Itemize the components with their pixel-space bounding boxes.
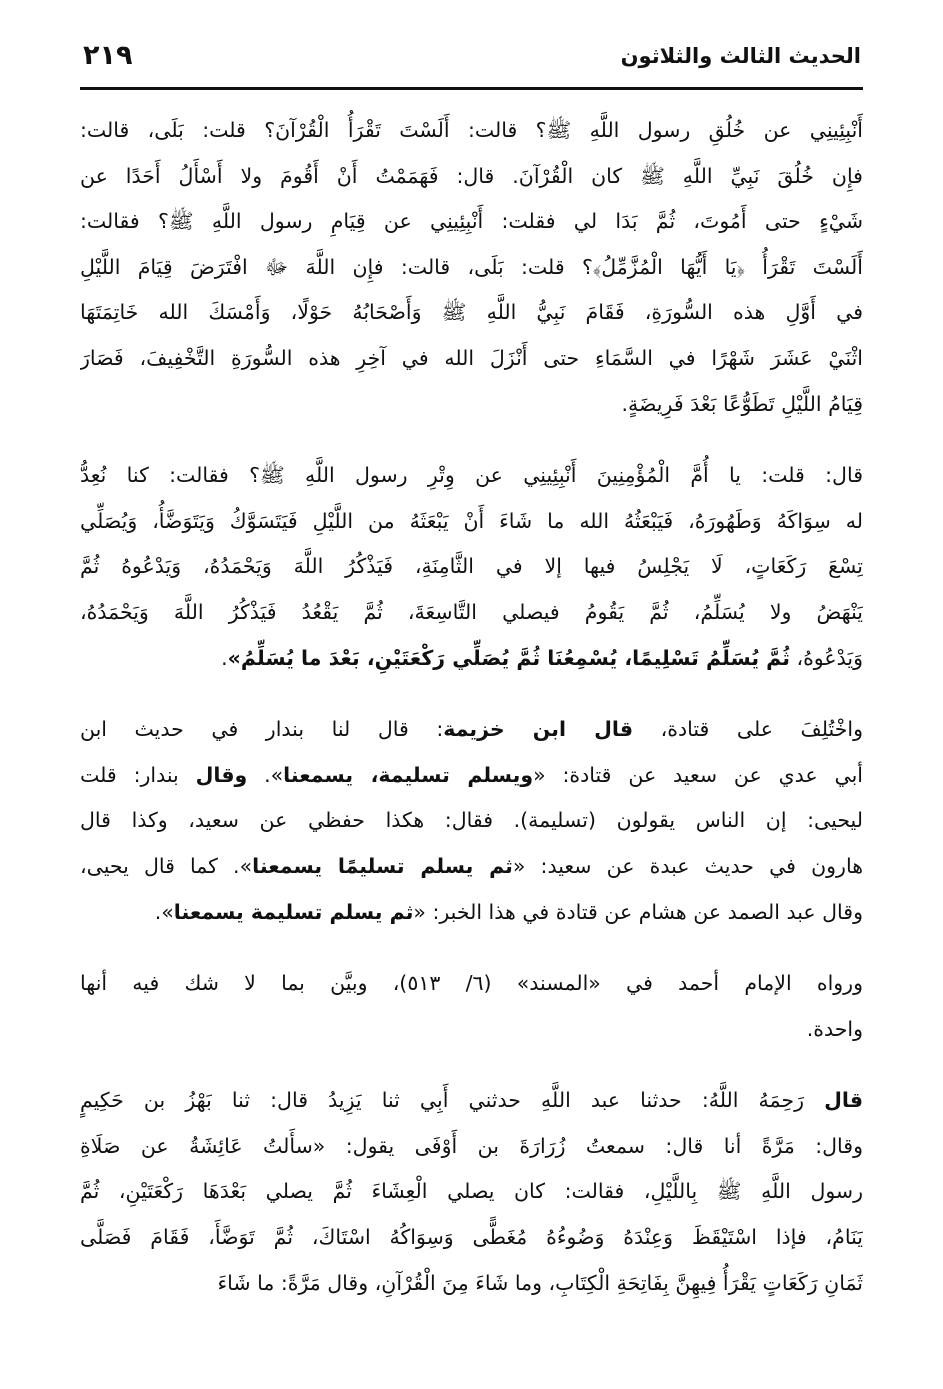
text-line (80, 499, 863, 545)
text-run: وقال عبد الصمد عن هشام عن قتادة في هذا الخبر: « (413, 899, 863, 924)
text-run: واخْتُلِفَ على قتادة، (633, 717, 863, 742)
text-run: قال: قلت: يا أُمَّ الْمُؤْمِنِينَ أَنْبِئِينِي عن وِتْرِ رسول اللَّهِ ﷺ؟ فقالت: كنا نُعِدُّ (80, 463, 863, 488)
text-run: أَلَسْتَ تَقْرَأُ ﴿يَا أَيُّهَا الْمُزَّمِّلُ﴾؟ قلت: بَلَى، قالت: فإِن اللَّهَ ﷻ افْتَرَضَ قِيَامَ اللَّيْلِ (80, 254, 863, 279)
text-run: رسول اللَّهِ ﷺ بِاللَّيْلِ، فقالت: كان يصلي الْعِشَاءَ ثُمَّ يصلي بَعْدَهَا رَكْعَتَيْنِ، ثُمَّ (80, 1179, 863, 1204)
text-run: ». كما قال يحيى، (80, 853, 253, 878)
body-text (80, 108, 863, 1306)
text-run: له سِوَاكَهُ وَطَهُورَهُ، فَيَبْعَثُهُ الله ما شَاءَ أَنْ يَبْعَثَهُ من اللَّيْلِ فَيَتَسَوَّكُ وَيَتَوَضَّأُ، وَيُصَلِّي (80, 508, 863, 533)
bold-text-run: قال (824, 1088, 863, 1113)
text-run: هارون في حديث عبدة عن سعيد: « (512, 853, 863, 878)
text-run: شَيْءٍ حتى أَمُوتَ، ثُمَّ بَدَا لي فقلت: أَنْبِئِينِي عن قِيَامِ رسول اللَّهِ ﷺ؟ فقالت: (80, 209, 863, 234)
text-line (80, 1215, 863, 1261)
text-line (80, 544, 863, 590)
text-run: ». (154, 899, 174, 924)
paragraph (80, 453, 863, 681)
text-line (80, 1007, 863, 1053)
text-run: يَنْهَضُ ولا يُسَلِّمُ، ثُمَّ يَقُومُ فيصلي التَّاسِعَةَ، ثُمَّ يَقْعُدُ فَيَذْكُرُ اللَّهَ وَيَحْمَدُهُ، (80, 599, 863, 624)
text-run: يَنَامُ، فإذا اسْتَيْقَظَ وَعِنْدَهُ وَضُوءُهُ مُغَطًّى وَسِوَاكُهُ اسْتَاكَ، ثُمَّ تَوَضَّأَ، فَقَامَ فَصَلَّى (80, 1225, 863, 1250)
text-line (80, 798, 863, 844)
text-run: أبي عدي عن سعيد عن قتادة: « (533, 762, 863, 787)
text-run: ورواه الإمام أحمد في «المسند» (٦/ ٥١٣)، وبيَّن بما لا شك فيه أنها (80, 971, 863, 996)
bold-text-run: ويسلم تسليمة، يسمعنا (283, 762, 534, 787)
bold-text-run: ثم يسلم تسليمة يسمعنا (173, 899, 414, 924)
text-line (80, 753, 863, 799)
text-line (80, 590, 863, 636)
text-line (80, 154, 863, 200)
bold-text-run: قال ابن خزيمة (443, 717, 634, 742)
text-run: : قال لنا بندار في حديث ابن (80, 717, 444, 742)
text-line (80, 707, 863, 753)
paragraph-gap (80, 935, 863, 961)
text-run: قِيَامُ اللَّيْلِ تَطَوُّعًا بَعْدَ فَرِيضَةٍ. (621, 391, 863, 416)
paragraph (80, 707, 863, 935)
text-run: بندار: قلت (80, 762, 196, 787)
text-line (80, 961, 863, 1007)
text-run: فإِن خُلُقَ نَبِيِّ اللَّهِ ﷺ كان الْقُرْآنَ. قال: فَهَمَمْتُ أَنْ أَقُومَ ولا أَسْأَلُ أَحَدًا عن (80, 163, 863, 188)
paragraph (80, 1078, 863, 1306)
paragraph (80, 961, 863, 1052)
paragraph-gap (80, 1052, 863, 1078)
text-run: ثَمَانِ رَكَعَاتٍ يَقْرَأُ فِيهِنَّ بِفَاتِحَةِ الْكِتَابِ، وما شَاءَ مِنَ الْقُرْآنِ، وقال مَرَّةً: ما شَاءَ (217, 1270, 863, 1295)
text-line (80, 1169, 863, 1215)
text-line (80, 245, 863, 291)
text-run: أَنْبِئِينِي عن خُلُقِ رسول اللَّهِ ﷺ؟ قالت: أَلَسْتَ تَقْرَأُ الْقُرْآنَ؟ قلت: بَلَى، قالت: (80, 118, 863, 142)
page-number: ٢١٩ (83, 40, 133, 71)
text-line (80, 108, 863, 154)
text-line (80, 290, 863, 336)
text-run: اثْنَيْ عَشَرَ شَهْرًا في السَّمَاءِ حتى أَنْزَلَ الله في آخِرِ هذه السُّورَةِ التَّخْفِيفَ، فَصَارَ (80, 345, 863, 370)
bold-text-run: ثُمَّ يُسَلِّمُ تَسْلِيمًا، يُسْمِعُنَا ثُمَّ يُصَلِّي رَكْعَتَيْنِ، بَعْدَ ما يُسَلِّمُ» (227, 645, 790, 670)
text-line (80, 382, 863, 428)
text-run: في أَوَّلِ هذه السُّورَةِ، فَقَامَ نَبِيُّ اللَّهِ ﷺ وَأَصْحَابُهُ حَوْلًا، وَأَمْسَكَ الله خَاتِمَتَهَا (80, 300, 863, 325)
text-run: وقال: مَرَّةً أنا قال: سمعتُ زُرَارَةَ بن أَوْفَى يقول: «سأَلتُ عَائِشَةُ عن صَلَاةِ (80, 1133, 863, 1158)
text-line (80, 199, 863, 245)
header-rule (80, 87, 863, 90)
text-run: ليحيى: إن الناس يقولون (تسليمة). فقال: هكذا حفظي عن سعيد، وكذا قال (80, 808, 863, 833)
text-line (80, 1261, 863, 1307)
text-line (80, 1124, 863, 1170)
text-run: وَيَدْعُوهُ، (789, 645, 863, 670)
text-line (80, 844, 863, 890)
text-line (80, 453, 863, 499)
paragraph-gap (80, 427, 863, 453)
text-line (80, 336, 863, 382)
bold-text-run: ثم يسلم تسليمًا يسمعنا (252, 853, 513, 878)
bold-text-run: وقال (195, 762, 248, 787)
text-line (80, 636, 863, 682)
paragraph-gap (80, 681, 863, 707)
text-run: رَحِمَهُ اللَّهُ: حدثنا عبد اللَّهِ حدثني أَبِي ثنا يَزِيدُ قال: ثنا بَهْزُ بن حَكِيمٍ (80, 1088, 825, 1113)
running-title: الحديث الثالث والثلاثون (620, 44, 861, 68)
text-run: واحدة. (806, 1016, 863, 1041)
text-line (80, 890, 863, 936)
text-run: . (221, 645, 228, 670)
text-line (80, 1078, 863, 1124)
text-run: ». (247, 762, 284, 787)
text-run: تِسْعَ رَكَعَاتٍ، لَا يَجْلِسُ فيها إلا في الثَّامِنَةِ، فَيَذْكُرُ اللَّهَ وَيَحْمَدُهُ، وَيَدْعُوهُ ثُمَّ (80, 554, 863, 579)
paragraph (80, 108, 863, 427)
